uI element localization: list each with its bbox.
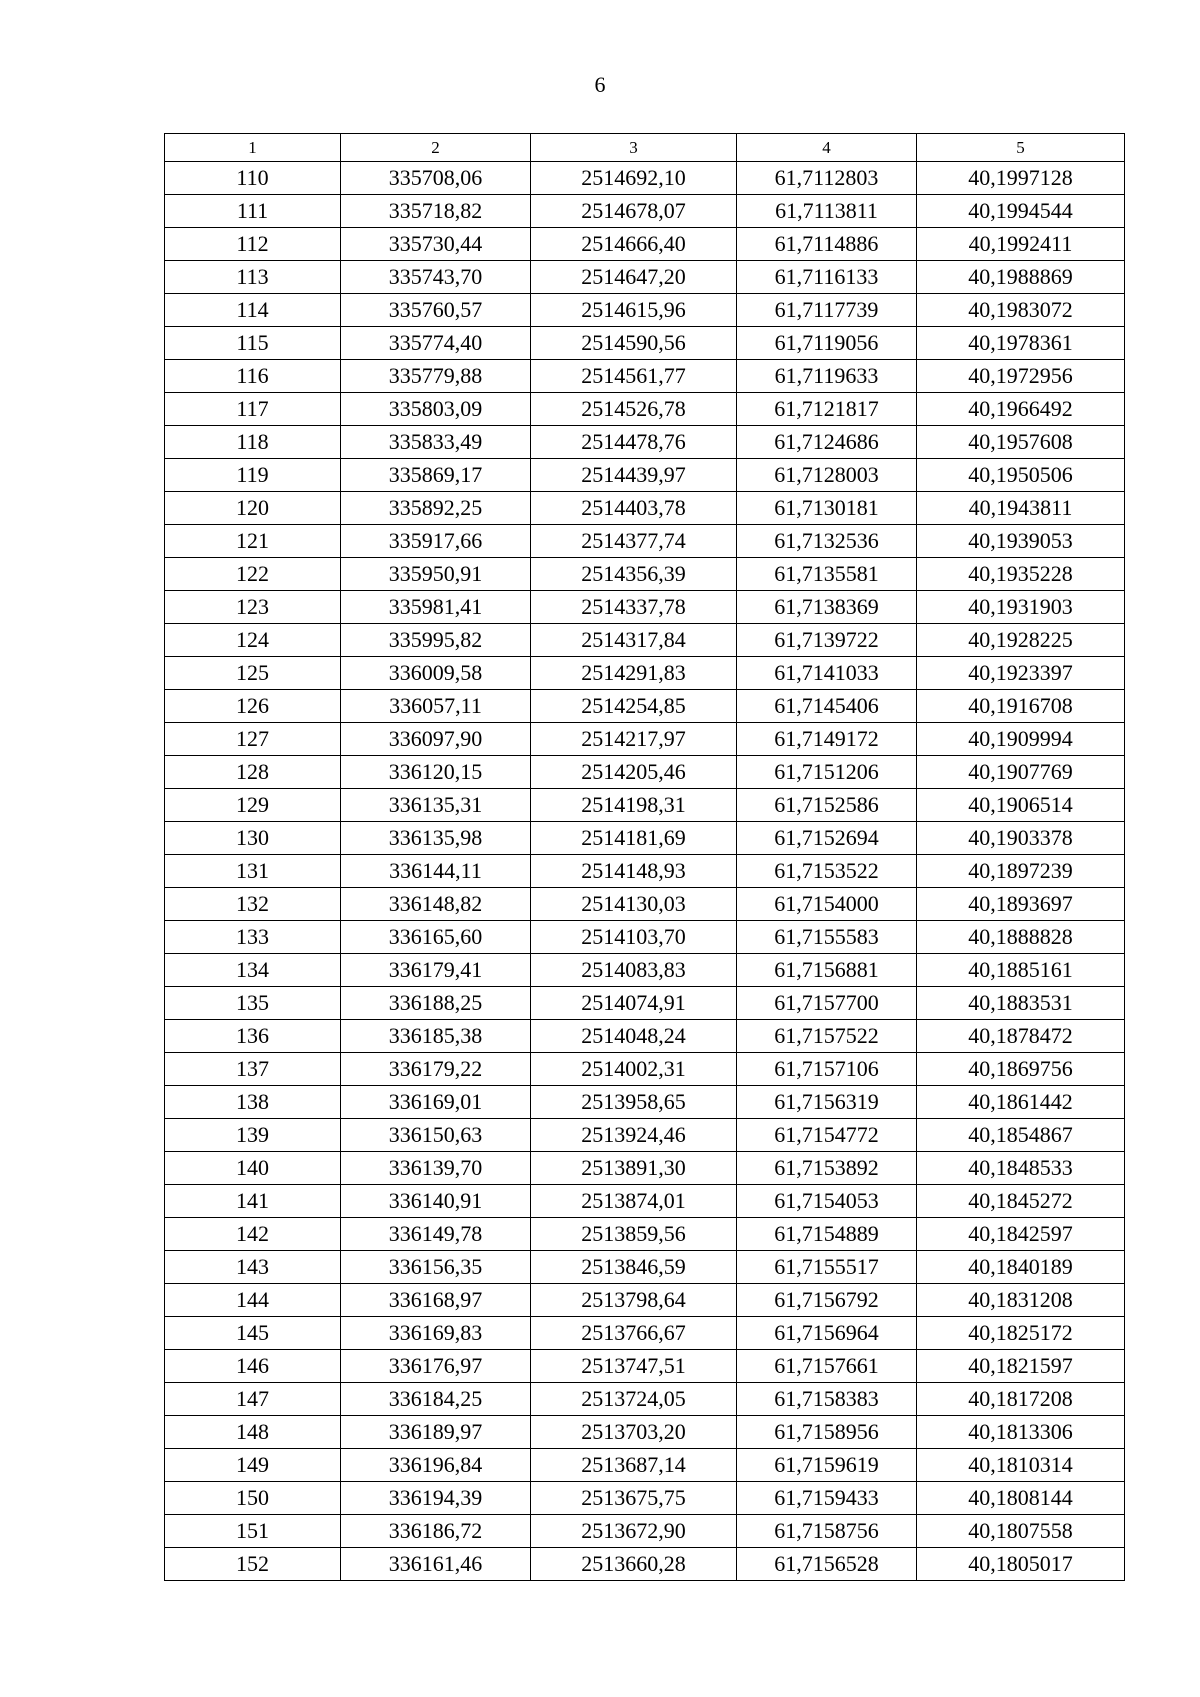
table-cell: 61,7154000 (737, 888, 917, 921)
table-cell: 2514377,74 (531, 525, 737, 558)
table-cell: 40,1972956 (917, 360, 1125, 393)
table-cell: 336189,97 (341, 1416, 531, 1449)
coordinates-table (164, 133, 1125, 1581)
table-cell: 335833,49 (341, 426, 531, 459)
table-row (165, 723, 1125, 756)
table-cell: 61,7128003 (737, 459, 917, 492)
table-cell: 40,1997128 (917, 162, 1125, 195)
table-cell: 40,1978361 (917, 327, 1125, 360)
table-cell: 40,1807558 (917, 1515, 1125, 1548)
table-cell: 2514478,76 (531, 426, 737, 459)
table-cell: 61,7145406 (737, 690, 917, 723)
table-cell: 40,1842597 (917, 1218, 1125, 1251)
table-cell: 118 (165, 426, 341, 459)
table-row (165, 459, 1125, 492)
table-cell: 2514254,85 (531, 690, 737, 723)
table-cell: 40,1869756 (917, 1053, 1125, 1086)
table-cell: 129 (165, 789, 341, 822)
table-cell: 2513958,65 (531, 1086, 737, 1119)
table-cell: 335892,25 (341, 492, 531, 525)
table-cell: 148 (165, 1416, 341, 1449)
table-cell: 61,7157522 (737, 1020, 917, 1053)
table-cell: 133 (165, 921, 341, 954)
table-row (165, 360, 1125, 393)
table-cell: 61,7154053 (737, 1185, 917, 1218)
table-cell: 336196,84 (341, 1449, 531, 1482)
table-cell: 40,1992411 (917, 228, 1125, 261)
table-cell: 61,7149172 (737, 723, 917, 756)
table-cell: 61,7153892 (737, 1152, 917, 1185)
table-row (165, 1449, 1125, 1482)
table-row (165, 822, 1125, 855)
table-cell: 127 (165, 723, 341, 756)
table-cell: 150 (165, 1482, 341, 1515)
table-row (165, 954, 1125, 987)
table-cell: 40,1878472 (917, 1020, 1125, 1053)
table-cell: 335803,09 (341, 393, 531, 426)
table-cell: 40,1928225 (917, 624, 1125, 657)
table-cell: 335869,17 (341, 459, 531, 492)
table-row (165, 888, 1125, 921)
table-row (165, 624, 1125, 657)
table-row (165, 1482, 1125, 1515)
table-cell: 336194,39 (341, 1482, 531, 1515)
table-cell: 40,1983072 (917, 294, 1125, 327)
table-cell: 145 (165, 1317, 341, 1350)
table-cell: 132 (165, 888, 341, 921)
table-cell: 336156,35 (341, 1251, 531, 1284)
table-cell: 336186,72 (341, 1515, 531, 1548)
table-cell: 144 (165, 1284, 341, 1317)
table-cell: 2513891,30 (531, 1152, 737, 1185)
table-cell: 61,7158383 (737, 1383, 917, 1416)
table-cell: 61,7157106 (737, 1053, 917, 1086)
table-cell: 40,1810314 (917, 1449, 1125, 1482)
table-cell: 336179,22 (341, 1053, 531, 1086)
table-cell: 2514647,20 (531, 261, 737, 294)
table-cell: 2513874,01 (531, 1185, 737, 1218)
table-cell: 336097,90 (341, 723, 531, 756)
table-cell: 120 (165, 492, 341, 525)
table-cell: 2514678,07 (531, 195, 737, 228)
table-cell: 128 (165, 756, 341, 789)
page-number: 6 (594, 72, 606, 97)
header-cell: 3 (531, 134, 737, 162)
table-cell: 40,1923397 (917, 657, 1125, 690)
table-cell: 40,1813306 (917, 1416, 1125, 1449)
table-cell: 61,7117739 (737, 294, 917, 327)
table-row (165, 1251, 1125, 1284)
table-cell: 2513675,75 (531, 1482, 737, 1515)
table-cell: 40,1888828 (917, 921, 1125, 954)
table-row (165, 789, 1125, 822)
table-cell: 40,1906514 (917, 789, 1125, 822)
table-cell: 61,7132536 (737, 525, 917, 558)
table-cell: 61,7116133 (737, 261, 917, 294)
table-cell: 2514083,83 (531, 954, 737, 987)
table-row (165, 393, 1125, 426)
table-cell: 122 (165, 558, 341, 591)
table-cell: 137 (165, 1053, 341, 1086)
table-cell: 2514002,31 (531, 1053, 737, 1086)
table-row (165, 921, 1125, 954)
table-cell: 336185,38 (341, 1020, 531, 1053)
table-cell: 40,1845272 (917, 1185, 1125, 1218)
table-cell: 2514317,84 (531, 624, 737, 657)
table-cell: 61,7152586 (737, 789, 917, 822)
table-cell: 61,7156528 (737, 1548, 917, 1581)
table-cell: 40,1903378 (917, 822, 1125, 855)
table-cell: 123 (165, 591, 341, 624)
table-cell: 335950,91 (341, 558, 531, 591)
table-cell: 40,1805017 (917, 1548, 1125, 1581)
table-cell: 2514356,39 (531, 558, 737, 591)
table-cell: 336161,46 (341, 1548, 531, 1581)
table-cell: 61,7156964 (737, 1317, 917, 1350)
table-header (165, 134, 1125, 162)
table-cell: 335995,82 (341, 624, 531, 657)
table-cell: 61,7112803 (737, 162, 917, 195)
table-cell: 2514048,24 (531, 1020, 737, 1053)
table-row (165, 162, 1125, 195)
table-cell: 2513798,64 (531, 1284, 737, 1317)
table-cell: 114 (165, 294, 341, 327)
table-cell: 61,7156792 (737, 1284, 917, 1317)
table-cell: 61,7124686 (737, 426, 917, 459)
table-cell: 61,7139722 (737, 624, 917, 657)
table-row (165, 1185, 1125, 1218)
table-cell: 61,7135581 (737, 558, 917, 591)
table-cell: 2514337,78 (531, 591, 737, 624)
table-cell: 61,7113811 (737, 195, 917, 228)
table-cell: 61,7153522 (737, 855, 917, 888)
table-row (165, 1152, 1125, 1185)
table-cell: 336144,11 (341, 855, 531, 888)
table-cell: 40,1950506 (917, 459, 1125, 492)
table-cell: 124 (165, 624, 341, 657)
table-cell: 61,7119056 (737, 327, 917, 360)
table-cell: 335718,82 (341, 195, 531, 228)
table-cell: 2514439,97 (531, 459, 737, 492)
table-cell: 61,7119633 (737, 360, 917, 393)
table-cell: 335774,40 (341, 327, 531, 360)
table-cell: 336009,58 (341, 657, 531, 690)
table-cell: 336149,78 (341, 1218, 531, 1251)
table-cell: 40,1957608 (917, 426, 1125, 459)
table-cell: 142 (165, 1218, 341, 1251)
table-row (165, 1383, 1125, 1416)
table-cell: 336057,11 (341, 690, 531, 723)
table-cell: 61,7121817 (737, 393, 917, 426)
table-cell: 40,1831208 (917, 1284, 1125, 1317)
table-cell: 121 (165, 525, 341, 558)
table-cell: 40,1943811 (917, 492, 1125, 525)
table-cell: 2514074,91 (531, 987, 737, 1020)
table-cell: 115 (165, 327, 341, 360)
table-cell: 134 (165, 954, 341, 987)
table-cell: 336148,82 (341, 888, 531, 921)
table-row (165, 1119, 1125, 1152)
table-cell: 61,7158756 (737, 1515, 917, 1548)
table-cell: 40,1994544 (917, 195, 1125, 228)
table-cell: 61,7151206 (737, 756, 917, 789)
table-cell: 141 (165, 1185, 341, 1218)
table-row (165, 492, 1125, 525)
table-cell: 336179,41 (341, 954, 531, 987)
table-cell: 2514205,46 (531, 756, 737, 789)
header-row (165, 134, 1125, 162)
header-cell: 5 (917, 134, 1125, 162)
table-row (165, 1284, 1125, 1317)
table-cell: 335708,06 (341, 162, 531, 195)
table-cell: 40,1988869 (917, 261, 1125, 294)
table-cell: 136 (165, 1020, 341, 1053)
table-cell: 40,1916708 (917, 690, 1125, 723)
table-cell: 2514666,40 (531, 228, 737, 261)
table-cell: 61,7159619 (737, 1449, 917, 1482)
table-cell: 61,7156319 (737, 1086, 917, 1119)
table-cell: 139 (165, 1119, 341, 1152)
table-cell: 146 (165, 1350, 341, 1383)
table-cell: 131 (165, 855, 341, 888)
table-cell: 335917,66 (341, 525, 531, 558)
table-cell: 61,7157700 (737, 987, 917, 1020)
table-cell: 2514615,96 (531, 294, 737, 327)
table-cell: 61,7158956 (737, 1416, 917, 1449)
table-cell: 2513859,56 (531, 1218, 737, 1251)
table-cell: 119 (165, 459, 341, 492)
table-row (165, 987, 1125, 1020)
table-cell: 336188,25 (341, 987, 531, 1020)
table-cell: 130 (165, 822, 341, 855)
table-cell: 40,1897239 (917, 855, 1125, 888)
table-cell: 2514291,83 (531, 657, 737, 690)
table-cell: 61,7154772 (737, 1119, 917, 1152)
table-cell: 151 (165, 1515, 341, 1548)
table-cell: 2513703,20 (531, 1416, 737, 1449)
table-cell: 61,7138369 (737, 591, 917, 624)
table-cell: 40,1817208 (917, 1383, 1125, 1416)
table-row (165, 1548, 1125, 1581)
table-cell: 126 (165, 690, 341, 723)
table-cell: 2513687,14 (531, 1449, 737, 1482)
table-cell: 61,7154889 (737, 1218, 917, 1251)
table-cell: 40,1825172 (917, 1317, 1125, 1350)
table-row (165, 855, 1125, 888)
table-row (165, 756, 1125, 789)
table-cell: 138 (165, 1086, 341, 1119)
table-cell: 152 (165, 1548, 341, 1581)
table-cell: 336165,60 (341, 921, 531, 954)
table-cell: 147 (165, 1383, 341, 1416)
table-cell: 2513846,59 (531, 1251, 737, 1284)
table-cell: 40,1885161 (917, 954, 1125, 987)
table-cell: 40,1854867 (917, 1119, 1125, 1152)
table-cell: 2513924,46 (531, 1119, 737, 1152)
table-cell: 40,1907769 (917, 756, 1125, 789)
header-cell: 2 (341, 134, 531, 162)
table-cell: 61,7114886 (737, 228, 917, 261)
table-cell: 2514526,78 (531, 393, 737, 426)
table-row (165, 690, 1125, 723)
table-cell: 40,1931903 (917, 591, 1125, 624)
table-row (165, 294, 1125, 327)
table-cell: 112 (165, 228, 341, 261)
table-row (165, 1317, 1125, 1350)
header-cell: 4 (737, 134, 917, 162)
table-cell: 2513672,90 (531, 1515, 737, 1548)
table-cell: 40,1935228 (917, 558, 1125, 591)
table-cell: 2514217,97 (531, 723, 737, 756)
table-cell: 61,7141033 (737, 657, 917, 690)
table-cell: 40,1893697 (917, 888, 1125, 921)
table-cell: 125 (165, 657, 341, 690)
table-cell: 335779,88 (341, 360, 531, 393)
table-cell: 40,1883531 (917, 987, 1125, 1020)
table-cell: 116 (165, 360, 341, 393)
table-cell: 336176,97 (341, 1350, 531, 1383)
table-cell: 113 (165, 261, 341, 294)
table-cell: 336150,63 (341, 1119, 531, 1152)
table-cell: 336169,83 (341, 1317, 531, 1350)
table-row (165, 1416, 1125, 1449)
table-row (165, 525, 1125, 558)
table-cell: 2513660,28 (531, 1548, 737, 1581)
table-cell: 336169,01 (341, 1086, 531, 1119)
table-row (165, 195, 1125, 228)
table-row (165, 558, 1125, 591)
table-cell: 336184,25 (341, 1383, 531, 1416)
table-cell: 110 (165, 162, 341, 195)
table-row (165, 591, 1125, 624)
table-cell: 2514590,56 (531, 327, 737, 360)
table-cell: 61,7157661 (737, 1350, 917, 1383)
table-row (165, 1086, 1125, 1119)
table-cell: 2514198,31 (531, 789, 737, 822)
table-cell: 40,1861442 (917, 1086, 1125, 1119)
table-row (165, 1350, 1125, 1383)
table-cell: 40,1939053 (917, 525, 1125, 558)
table-cell: 143 (165, 1251, 341, 1284)
table-row (165, 657, 1125, 690)
table-cell: 2514561,77 (531, 360, 737, 393)
table-cell: 61,7152694 (737, 822, 917, 855)
table-cell: 2514181,69 (531, 822, 737, 855)
table-body (165, 162, 1125, 1581)
table-cell: 61,7156881 (737, 954, 917, 987)
table-cell: 111 (165, 195, 341, 228)
table-cell: 335981,41 (341, 591, 531, 624)
table-cell: 336139,70 (341, 1152, 531, 1185)
table-row (165, 1020, 1125, 1053)
table-row (165, 1218, 1125, 1251)
table-cell: 40,1808144 (917, 1482, 1125, 1515)
table-row (165, 327, 1125, 360)
table-cell: 336135,31 (341, 789, 531, 822)
table-row (165, 1515, 1125, 1548)
table-cell: 335760,57 (341, 294, 531, 327)
table-cell: 2513766,67 (531, 1317, 737, 1350)
table-cell: 336120,15 (341, 756, 531, 789)
table-cell: 135 (165, 987, 341, 1020)
table-cell: 61,7155583 (737, 921, 917, 954)
table-cell: 2513724,05 (531, 1383, 737, 1416)
table-cell: 140 (165, 1152, 341, 1185)
table-cell: 336168,97 (341, 1284, 531, 1317)
table-cell: 40,1821597 (917, 1350, 1125, 1383)
table-cell: 40,1966492 (917, 393, 1125, 426)
table-cell: 61,7159433 (737, 1482, 917, 1515)
table-cell: 61,7155517 (737, 1251, 917, 1284)
table-cell: 335730,44 (341, 228, 531, 261)
table-row (165, 426, 1125, 459)
table-cell: 149 (165, 1449, 341, 1482)
table-cell: 117 (165, 393, 341, 426)
table-cell: 40,1848533 (917, 1152, 1125, 1185)
table-cell: 2514148,93 (531, 855, 737, 888)
header-cell: 1 (165, 134, 341, 162)
table-cell: 40,1909994 (917, 723, 1125, 756)
table-cell: 2514130,03 (531, 888, 737, 921)
table-cell: 61,7130181 (737, 492, 917, 525)
table-row (165, 228, 1125, 261)
table-cell: 335743,70 (341, 261, 531, 294)
table-cell: 40,1840189 (917, 1251, 1125, 1284)
table-cell: 2514692,10 (531, 162, 737, 195)
table-cell: 2514103,70 (531, 921, 737, 954)
table-cell: 2513747,51 (531, 1350, 737, 1383)
table-cell: 2514403,78 (531, 492, 737, 525)
table-cell: 336140,91 (341, 1185, 531, 1218)
table-row (165, 1053, 1125, 1086)
table-cell: 336135,98 (341, 822, 531, 855)
table-row (165, 261, 1125, 294)
